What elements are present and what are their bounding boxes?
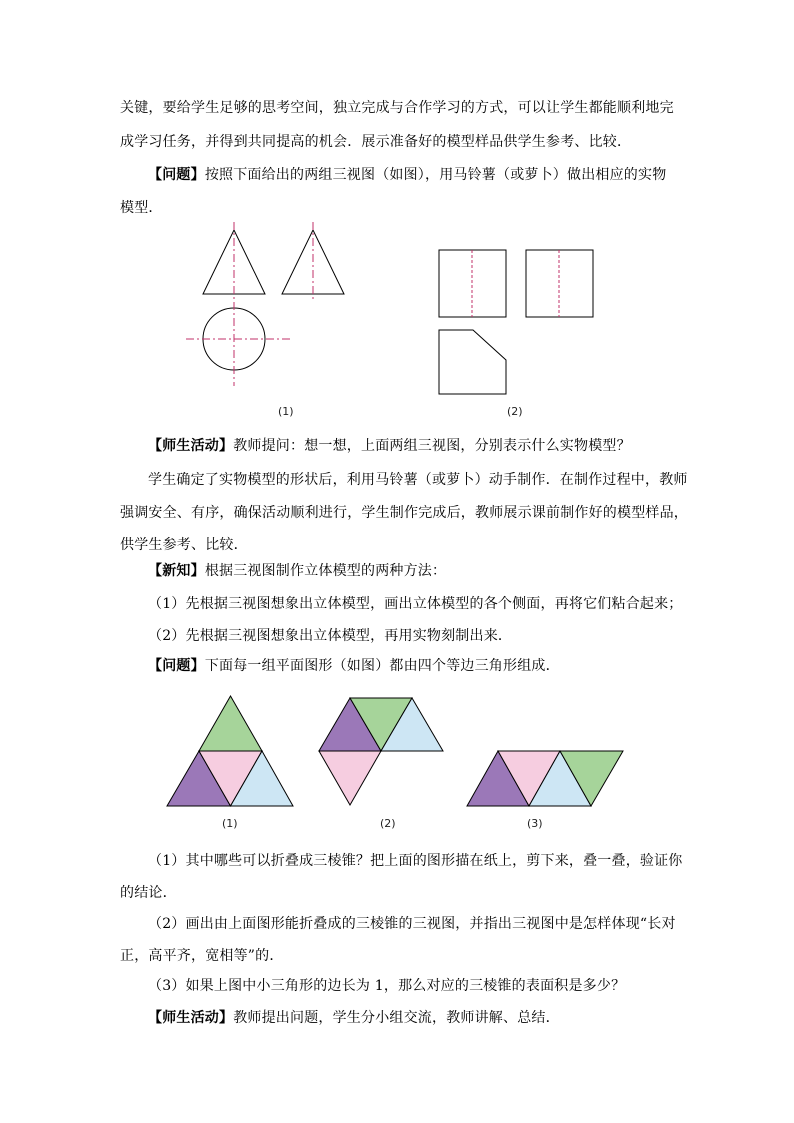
activity-paragraph: [148, 1008, 560, 1028]
question-tag: 【问题】: [148, 658, 205, 674]
activity-tag: 【师生活动】: [148, 1010, 234, 1026]
text-line: 学生确定了实物模型的形状后，利用马铃薯（或萝卜）动手制作．在制作过程中，教师: [148, 472, 688, 488]
net3-green-triangle: [560, 751, 623, 806]
question-text: 按照下面给出的两组三视图（如图），用马铃薯（或萝卜）做出相应的实物: [204, 167, 667, 183]
figure-caption: (3): [527, 817, 543, 830]
sub-question: （1）其中哪些可以折叠成三棱锥？把上面的图形描在纸上，剪下来，叠一叠，验证你: [148, 853, 683, 869]
method-item: （2）先根据三视图想象出立体模型，再用实物刻制出来．: [148, 628, 513, 644]
new-knowledge-text: 根据三视图制作立体模型的两种方法：: [204, 563, 447, 579]
front-view-rect: [439, 250, 506, 317]
figure-caption: (2): [380, 817, 396, 830]
activity-text: 教师提问：想一想，上面两组三视图，分别表示什么实物模型？: [233, 438, 631, 454]
text-line: 正，高平齐，宽相等”的．: [120, 948, 284, 964]
activity-tag: 【师生活动】: [148, 438, 234, 454]
text-line: 成学习任务，并得到共同提高的机会．展示准备好的模型样品供学生参考、比较．: [120, 134, 632, 150]
text-line: 关键，要给学生足够的思考空间，独立完成与合作学习的方式，可以让学生都能顺利地完: [120, 100, 674, 116]
top-view-shape: [439, 330, 506, 394]
net2-purple-triangle: [319, 698, 381, 751]
activity-paragraph: [148, 436, 631, 456]
text-line: 的结论．: [120, 885, 177, 901]
new-knowledge-tag: 【新知】: [148, 563, 205, 579]
net3-pink-triangle: [498, 751, 560, 806]
net2-pink-triangle: [319, 751, 381, 805]
net2-blue-triangle: [381, 698, 443, 751]
figure-caption: (1): [222, 817, 238, 830]
text-line: 模型．: [120, 200, 163, 216]
net1-right-triangle: [231, 751, 294, 806]
cone-side-view: [282, 230, 344, 294]
text-line: 供学生参考、比较．: [120, 537, 248, 553]
question-text: 下面每一组平面图形（如图）都由四个等边三角形组成．: [204, 658, 560, 674]
question-tag: 【问题】: [148, 167, 205, 183]
figure-caption: (2): [507, 405, 523, 418]
net2-green-triangle: [350, 698, 412, 751]
side-view-rect: [526, 250, 593, 317]
activity-text: 教师提出问题，学生分小组交流，教师讲解、总结．: [233, 1010, 560, 1026]
new-knowledge-paragraph: [148, 561, 446, 581]
net1-top-triangle: [199, 696, 262, 751]
sub-question: （2）画出由上面图形能折叠成的三棱锥的三视图，并指出三视图中是怎样体现“长对: [148, 916, 676, 932]
net3-blue-triangle: [529, 751, 591, 806]
sub-question: （3）如果上图中小三角形的边长为 1，那么对应的三棱锥的表面积是多少？: [148, 978, 626, 994]
text-line: 强调安全、有序，确保活动顺利进行，学生制作完成后，教师展示课前制作好的模型样品，: [120, 505, 688, 521]
cone-top-view: [203, 308, 265, 370]
figure-caption: (1): [278, 405, 294, 418]
net1-middle-triangle: [199, 751, 262, 806]
question-paragraph: [148, 165, 666, 185]
net3-purple-triangle: [467, 751, 529, 806]
question-paragraph: [148, 656, 560, 676]
cone-front-view: [203, 230, 265, 294]
method-item: （1）先根据三视图想象出立体模型，画出立体模型的各个侧面，再将它们粘合起来；: [148, 596, 683, 612]
net1-left-triangle: [167, 751, 231, 806]
